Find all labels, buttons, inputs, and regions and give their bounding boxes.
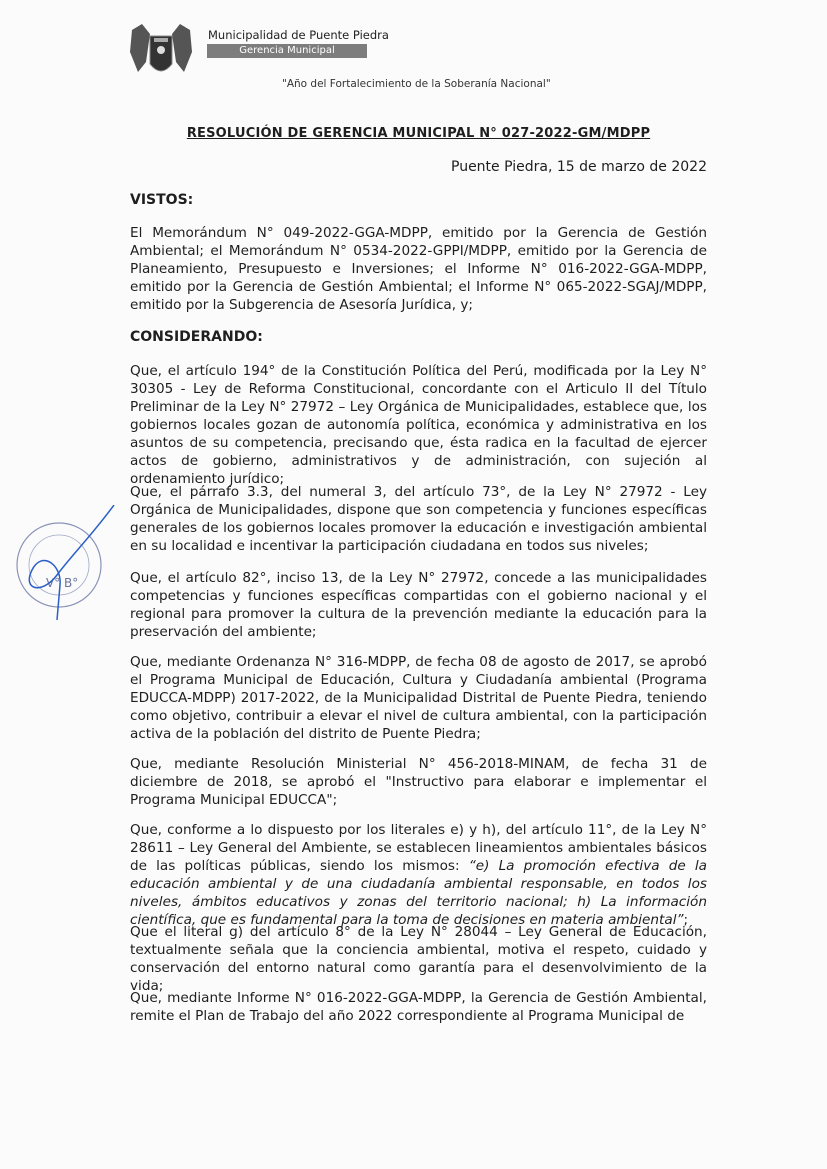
municipal-coat-of-arms-logo <box>128 22 194 80</box>
considerando-paragraph: Que, el artículo 82°, inciso 13, de la Ley N° 27972, concede a las municipalidades competencias y funciones específicas compartidas con el gobierno nacional y el regional para promover la cultura de la prevención mediante la educación para la preservación del ambiente; <box>130 570 707 640</box>
paragraph-text: ; <box>683 912 689 928</box>
considerando-paragraph <box>130 821 707 929</box>
approval-stamp <box>2 505 117 620</box>
vistos-paragraph: El Memorándum N° 049-2022-GGA-MDPP, emitido por la Gerencia de Gestión Ambiental; el Memorándum N° 0534-2022-GPPI/MDPP, emitido por la Gerencia de Planeamiento, Presupuesto e Inversiones; el Informe N° 016-2022-GGA-MDPP, emitido por la Gerencia de Gestión Ambiental; el Informe N° 065-2022-SGAJ/MDPP, emitido por la Subgerencia de Asesoría Jurídica, y; <box>130 225 707 313</box>
considerando-paragraph: Que el literal g) del artículo 8° de la Ley N° 28044 – Ley General de Educación, textualmente señala que la conciencia ambiental, motiva el respeto, cuidado y conservación del entorno natural como garantía para el desenvolvimiento de la vida; <box>130 924 707 994</box>
resolution-title: RESOLUCIÓN DE GERENCIA MUNICIPAL N° 027-2022-GM/MDPP <box>186 126 651 141</box>
stamp-mark: V° B° <box>46 576 79 590</box>
considerando-heading: CONSIDERANDO: <box>130 329 263 345</box>
paragraph-text: Que, conforme a lo dispuesto por los literales e) y h), del artículo 11°, de la Ley N° 28611 – Ley General del Ambiente, se establecen lineamientos ambientales básicos de las políticas públicas, siendo los mismos: <box>130 822 707 874</box>
legal-quote: “e) La promoción efectiva de la educación ambiental y de una ciudadanía ambiental responsable, en todos los niveles, ámbitos educativos y zonas del territorio nacional; h) La información científica, que es fundamental para la toma de decisiones en materia ambiental” <box>130 858 708 928</box>
department-banner: Gerencia Municipal <box>207 44 367 58</box>
vistos-heading: VISTOS: <box>130 192 194 208</box>
considerando-paragraph: Que, mediante Informe N° 016-2022-GGA-MDPP, la Gerencia de Gestión Ambiental, remite el Plan de Trabajo del año 2022 correspondiente al Programa Municipal de <box>130 990 707 1024</box>
municipality-name: Municipalidad de Puente Piedra <box>208 28 389 42</box>
considerando-paragraph: Que, el párrafo 3.3, del numeral 3, del artículo 73°, de la Ley N° 27972 - Ley Orgánica de Municipalidades, dispone que son competencia y funciones específicas generales de los gobiernos locales promover la educación e investigación ambiental en su localidad e incentivar la participación ciudadana en todos sus niveles; <box>130 484 707 554</box>
resolution-date: Puente Piedra, 15 de marzo de 2022 <box>451 159 707 175</box>
considerando-paragraph: Que, mediante Ordenanza N° 316-MDPP, de fecha 08 de agosto de 2017, se aprobó el Programa Municipal de Educación, Cultura y Ciudadanía ambiental (Programa EDUCCA-MDPP) 2017-2022, de la Municipalidad Distrital de Puente Piedra, teniendo como objetivo, contribuir a elevar el nivel de cultura ambiental, con la participación activa de la población del distrito de Puente Piedra; <box>130 654 707 742</box>
considerando-paragraph: Que, mediante Resolución Ministerial N° 456-2018-MINAM, de fecha 31 de diciembre de 2018, se aprobó el "Instructivo para elaborar e implementar el Programa Municipal EDUCCA"; <box>130 756 707 808</box>
considerando-paragraph: Que, el artículo 194° de la Constitución Política del Perú, modificada por la Ley N° 30305 - Ley de Reforma Constitucional, concordante con el Articulo II del Título Preliminar de la Ley N° 27972 – Ley Orgánica de Municipalidades, establece que, los gobiernos locales gozan de autonomía política, económica y administrativa en los asuntos de su competencia, precisando que, ésta radica en la facultad de ejercer actos de gobierno, administrativos y de administración, con sujeción al ordenamiento jurídico; <box>130 363 707 487</box>
year-motto: "Año del Fortalecimiento de la Soberanía Nacional" <box>282 78 551 90</box>
